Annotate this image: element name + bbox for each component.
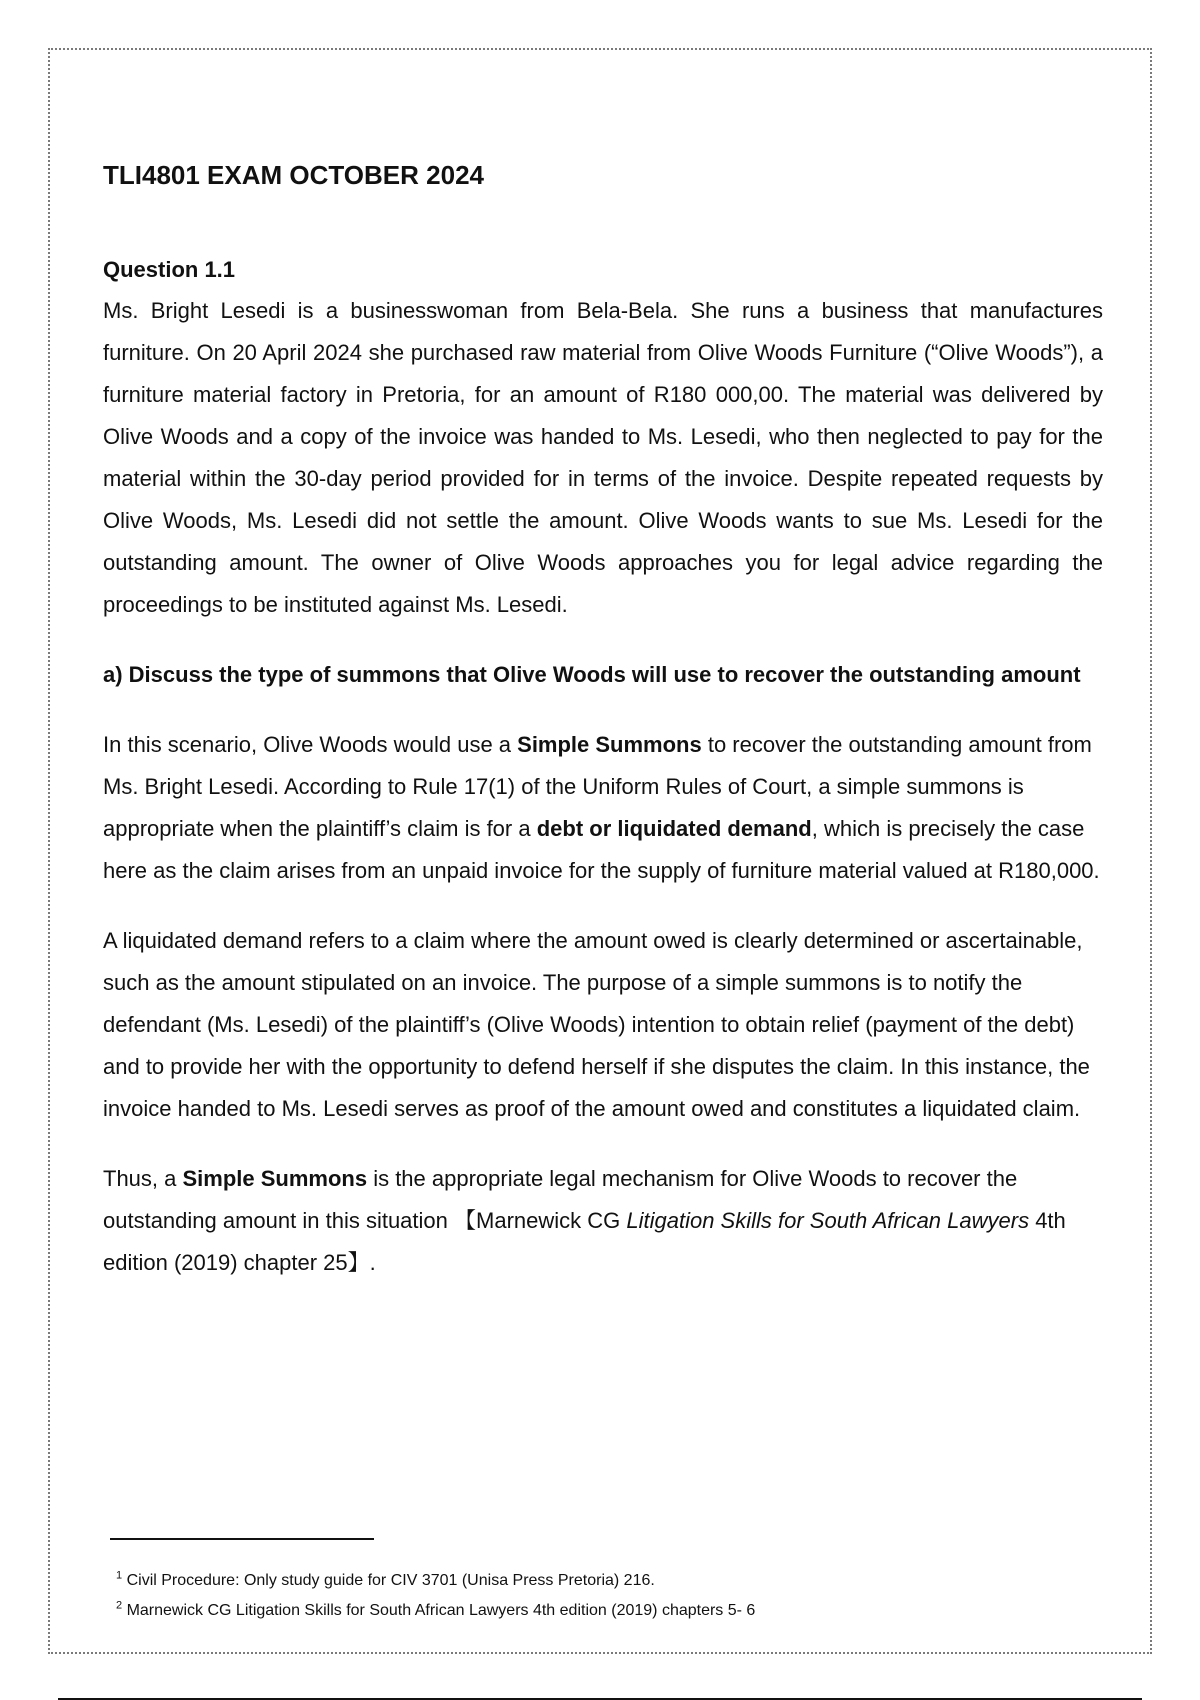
answer-text: In this scenario, Olive Woods would use a <box>103 732 518 757</box>
answer-text: to recover the outstanding amount from Ms. Bright Lesedi. According to Rule 17(1) of the Uniform Rules of Court, a simple summons is appropriate when the plaintiff’s claim is for a <box>103 732 1092 841</box>
citation-title: Litigation Skills for South African Lawyers <box>626 1208 1030 1233</box>
question-label: Question 1.1 <box>103 257 236 282</box>
answer-bold-term: Simple Summons <box>517 732 702 757</box>
footnote-separator <box>110 1538 374 1540</box>
answer-paragraph-1 <box>103 724 1103 892</box>
answer-text: is the appropriate legal mechanism for Olive Woods to recover the outstanding amount in this situation 【Marnewick CG <box>103 1166 1018 1233</box>
answer-paragraph-3 <box>103 1158 1103 1284</box>
footnote-2 <box>116 1596 1016 1626</box>
answer-text: Thus, a <box>103 1166 183 1191</box>
answer-bold-term: Simple Summons <box>182 1166 368 1191</box>
scenario-paragraph: Ms. Bright Lesedi is a businesswoman from Bela-Bela. She runs a business that manufactures furniture. On 20 April 2024 she purchased raw material from Olive Woods Furniture (“Olive Woods”), a furniture material factory in Pretoria, for an amount of R180 000,00. The material was delivered by Olive Woods and a copy of the invoice was handed to Ms. Lesedi, who then neglected to pay for the material within the 30-day period provided for in terms of the invoice. Despite repeated requests by Olive Woods, Ms. Lesedi did not settle the amount. Olive Woods wants to sue Ms. Lesedi for the outstanding amount. The owner of Olive Woods approaches you for legal advice regarding the proceedings to be instituted against Ms. Lesedi. <box>103 298 1103 617</box>
sub-question-a: a) Discuss the type of summons that Olive Woods will use to recover the outstanding amount <box>103 662 1081 687</box>
footnote-number: 2 <box>116 1599 123 1612</box>
footnotes <box>116 1566 1016 1626</box>
answer-paragraph-2: A liquidated demand refers to a claim where the amount owed is clearly determined or ascertainable, such as the amount stipulated on an invoice. The purpose of a simple summons is to notify the defendant (Ms. Lesedi) of the plaintiff’s (Olive Woods) intention to obtain relief (payment of the debt) and to provide her with the opportunity to defend herself if she disputes the claim. In this instance, the invoice handed to Ms. Lesedi serves as proof of the amount owed and constitutes a liquidated claim. <box>103 928 1090 1121</box>
answer-text: 4th edition (2019) chapter 25】. <box>103 1208 1066 1275</box>
footnote-number: 1 <box>116 1569 123 1582</box>
footnote-text: Marnewick CG Litigation Skills for South African Lawyers 4th edition (2019) chapters 5- 6 <box>126 1602 756 1619</box>
answer-text: , which is precisely the case here as the claim arises from an unpaid invoice for the supply of furniture material valued at R180,000. <box>103 816 1100 883</box>
footnote-1 <box>116 1566 1016 1596</box>
footnote-text: Civil Procedure: Only study guide for CIV 3701 (Unisa Press Pretoria) 216. <box>126 1572 655 1589</box>
document-body <box>103 150 1103 1284</box>
exam-title: TLI4801 EXAM OCTOBER 2024 <box>103 160 484 190</box>
answer-bold-term: debt or liquidated demand <box>536 816 812 841</box>
